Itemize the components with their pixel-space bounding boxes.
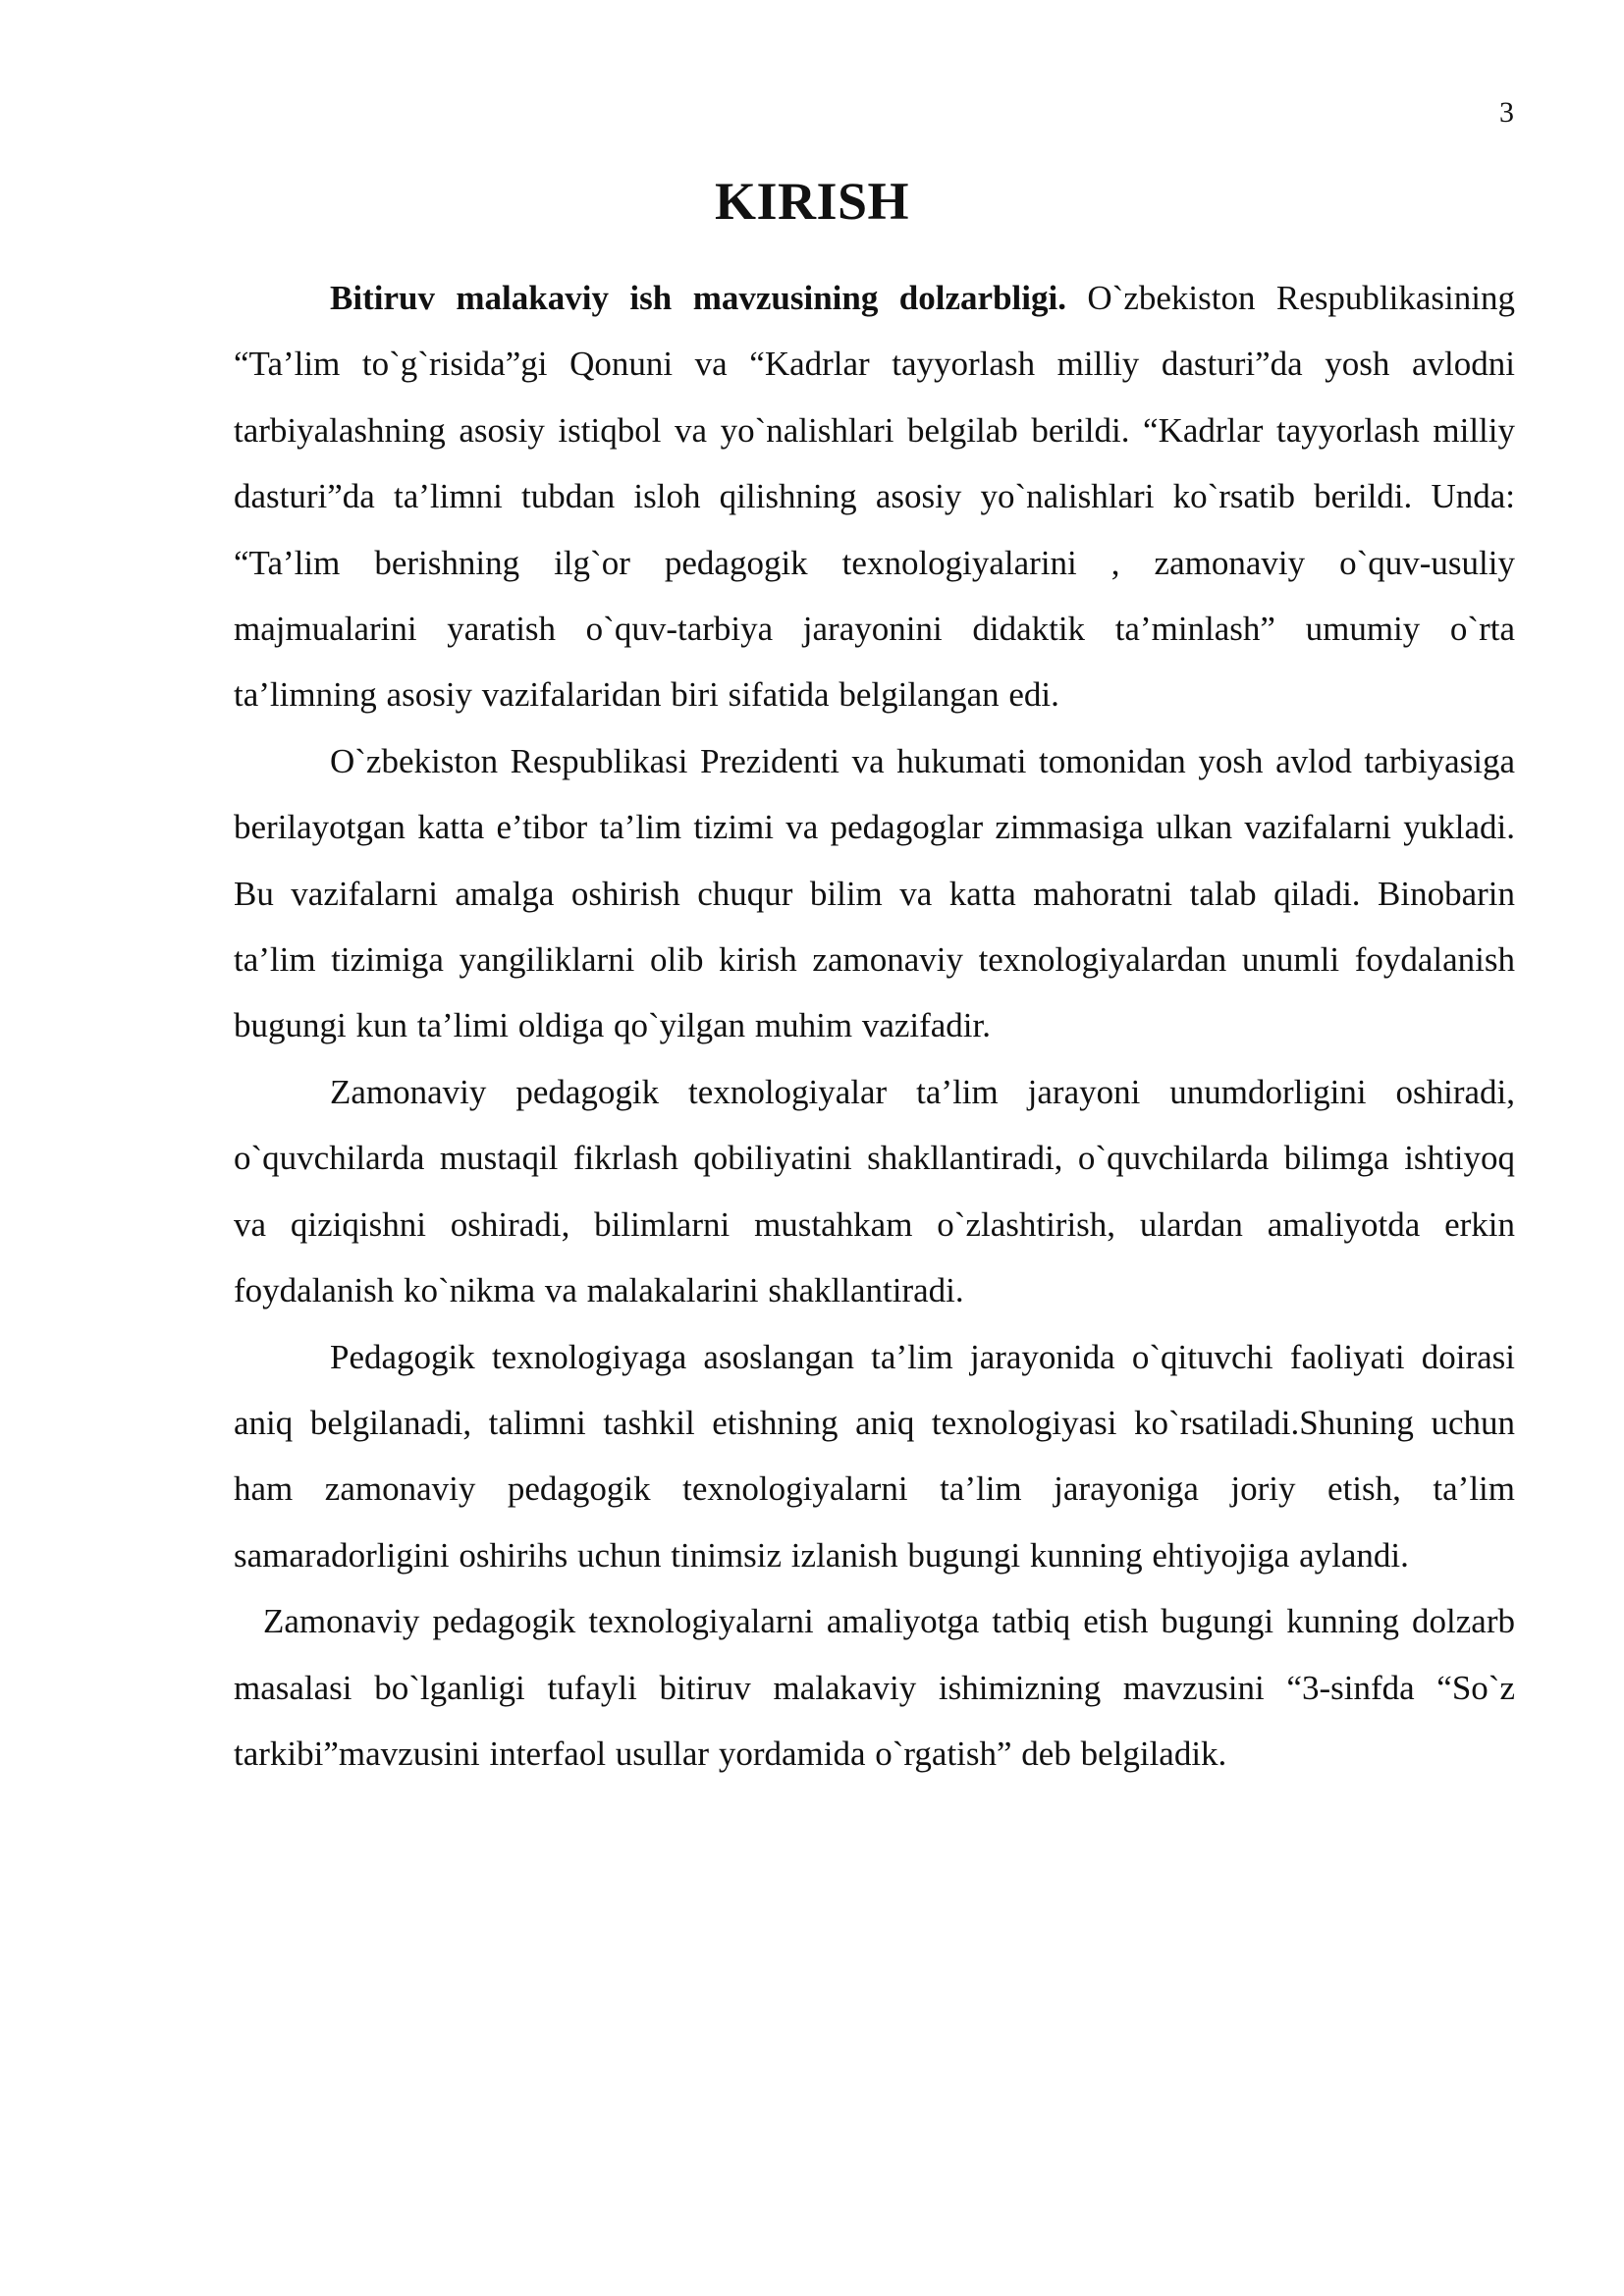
document-body [234,265,1515,1787]
paragraph: Zamonaviy pedagogik texnologiyalar ta’lim jarayoni unumdorligini oshiradi, o`quvchilarda mustaqil fikrlash qobiliyatini shakllantiradi, o`quvchilarda bilimga ishtiyoq va qiziqishni oshiradi, bilimlarni mustahkam o`zlashtirish, ulardan amaliyotda erkin foydalanish ko`nikma va malakalarini shakllantiradi. [234,1072,1515,1310]
paragraph-relevance [234,265,1515,728]
paragraph: O`zbekiston Respublikasi Prezidenti va hukumati tomonidan yosh avlod tarbiyasiga berilayotgan katta e’tibor ta’lim tizimi va pedagoglar zimmasiga ulkan vazifalarni yukladi. Bu vazifalarni amalga oshirish chuqur bilim va katta mahoratni talab qiladi. Binobarin ta’lim tizimiga yangiliklarni olib kirish zamonaviy texnologiyalardan unumli foydalanish bugungi kun ta’limi oldiga qo`yilgan muhim vazifadir. [234,741,1515,1045]
paragraph: Pedagogik texnologiyaga asoslangan ta’lim jarayonida o`qituvchi faoliyati doirasi aniq belgilanadi, talimni tashkil etishning aniq texnologiyasi ko`rsatiladi.Shuning uchun ham zamonaviy pedagogik texnologiyalarni ta’lim jarayoniga joriy etish, ta’lim samaradorligini oshirihs uchun tinimsiz izlanish bugungi kunning ehtiyojiga aylandi. [234,1337,1515,1575]
page-title: KIRISH [714,172,910,231]
paragraph: Zamonaviy pedagogik texnologiyalarni amaliyotga tatbiq etish bugungi kunning dolzarb masalasi bo`lganligi tufayli bitiruv malakaviy ishimizning mavzusini “3-sinfda “So`z tarkibi”mavzusini interfaol usullar yordamida o`rgatish” deb belgiladik. [234,1602,1515,1773]
page-number: 3 [1499,96,1514,129]
paragraph-text: O`zbekiston Respublikasining “Ta’lim to`g`risida”gi Qonuni va “Kadrlar tayyorlash milliy dasturi”da yosh avlodni tarbiyalashning asosiy istiqbol va yo`nalishlari belgilab berildi. “Kadrlar tayyorlash milliy dasturi”da ta’limni tubdan isloh qilishning asosiy yo`nalishlari ko`rsatib berildi. Unda: “Ta’lim berishning ilg`or pedagogik texnologiyalarini , zamonaviy o`quv-usuliy majmualarini yaratish o`quv-tarbiya jarayonini didaktik ta’minlash” umumiy o`rta ta’limning asosiy vazifalaridan biri sifatida belgilangan edi. [234,279,1515,715]
paragraph-lead: Bitiruv malakaviy ish mavzusining dolzarbligi. [330,279,1066,317]
